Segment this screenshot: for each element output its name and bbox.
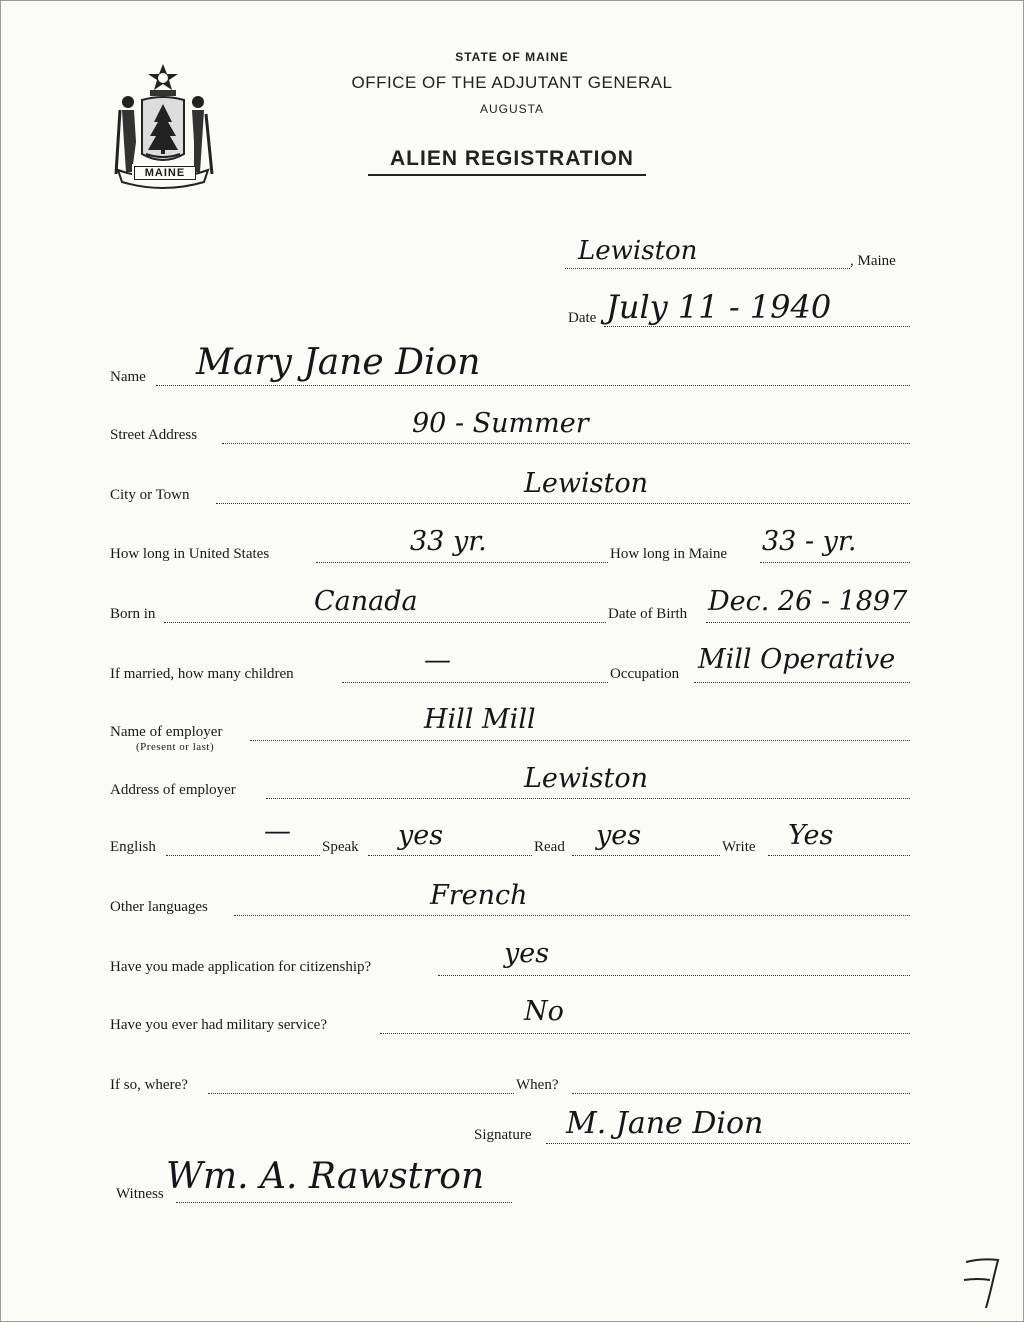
speak-label: Speak	[322, 839, 359, 855]
witness-label: Witness	[116, 1186, 164, 1202]
occupation-value[interactable]: Mill Operative	[698, 644, 896, 675]
born-in-label: Born in	[110, 606, 156, 622]
when-line	[572, 1093, 910, 1094]
how-long-maine-label: How long in Maine	[610, 546, 728, 562]
street-line	[222, 443, 910, 444]
read-value[interactable]: yes	[596, 820, 642, 851]
occupation-line	[694, 682, 910, 683]
military-label: Have you ever had military service?	[110, 1017, 327, 1033]
header-state: STATE OF MAINE	[455, 50, 569, 64]
header-office: OFFICE OF THE ADJUTANT GENERAL	[351, 73, 673, 92]
dob-line	[706, 622, 910, 623]
title-underline	[368, 174, 646, 176]
english-label: English	[110, 839, 156, 855]
born-in-value[interactable]: Canada	[314, 586, 418, 617]
employer-value[interactable]: Hill Mill	[424, 704, 536, 735]
other-languages-label: Other languages	[110, 899, 208, 915]
when-label: When?	[516, 1077, 559, 1093]
write-line	[768, 855, 910, 856]
write-value[interactable]: Yes	[788, 820, 834, 851]
street-value[interactable]: 90 - Summer	[412, 408, 589, 439]
english-line	[166, 855, 320, 856]
occupation-label: Occupation	[610, 666, 680, 682]
citizenship-line	[438, 975, 910, 976]
citizenship-value[interactable]: yes	[504, 938, 550, 969]
other-languages-value[interactable]: French	[430, 880, 528, 911]
corner-pencil-mark	[960, 1250, 1016, 1314]
employer-label: Name of employer	[110, 724, 223, 740]
children-label: If married, how many children	[110, 666, 294, 682]
how-long-us-line	[316, 562, 608, 563]
location-value[interactable]: Lewiston	[578, 236, 698, 266]
speak-value[interactable]: yes	[398, 820, 444, 851]
date-value[interactable]: July 11 - 1940	[606, 288, 832, 326]
name-value[interactable]: Mary Jane Dion	[196, 342, 481, 383]
street-label: Street Address	[110, 427, 198, 443]
write-label: Write	[722, 839, 756, 855]
seal-text: MAINE	[134, 166, 196, 180]
speak-line	[368, 855, 532, 856]
employer-sublabel: (Present or last)	[136, 741, 215, 753]
employer-address-line	[266, 798, 910, 799]
read-label: Read	[534, 839, 565, 855]
dob-value[interactable]: Dec. 26 - 1897	[708, 586, 908, 617]
born-in-line	[164, 622, 606, 623]
location-suffix: , Maine	[850, 253, 896, 269]
read-line	[572, 855, 720, 856]
date-label: Date	[568, 310, 597, 326]
children-value[interactable]: —	[424, 645, 451, 676]
where-line	[208, 1093, 514, 1094]
city-value[interactable]: Lewiston	[524, 468, 649, 499]
witness-value[interactable]: Wm. A. Rawstron	[166, 1156, 485, 1197]
how-long-us-label: How long in United States	[110, 546, 270, 562]
english-value[interactable]: —	[264, 816, 291, 847]
employer-address-value[interactable]: Lewiston	[524, 763, 649, 794]
military-line	[380, 1033, 910, 1034]
dob-label: Date of Birth	[608, 606, 688, 622]
employer-line	[250, 740, 910, 741]
city-line	[216, 503, 910, 504]
witness-line	[176, 1202, 512, 1203]
signature-value[interactable]: M. Jane Dion	[566, 1106, 764, 1141]
children-line	[342, 682, 608, 683]
employer-address-label: Address of employer	[110, 782, 236, 798]
location-line	[565, 268, 850, 269]
date-line	[604, 326, 910, 327]
name-label: Name	[110, 369, 146, 385]
page-title: ALIEN REGISTRATION	[390, 147, 634, 170]
how-long-us-value[interactable]: 33 yr.	[410, 526, 487, 557]
citizenship-label: Have you made application for citizenship?	[110, 959, 372, 975]
name-line	[156, 385, 910, 386]
military-value[interactable]: No	[524, 996, 564, 1027]
header-city: AUGUSTA	[479, 102, 545, 116]
signature-line	[546, 1143, 910, 1144]
where-label: If so, where?	[110, 1077, 188, 1093]
how-long-maine-value[interactable]: 33 - yr.	[762, 526, 857, 557]
other-languages-line	[234, 915, 910, 916]
how-long-maine-line	[760, 562, 910, 563]
city-label: City or Town	[110, 487, 190, 503]
signature-label: Signature	[474, 1127, 532, 1143]
